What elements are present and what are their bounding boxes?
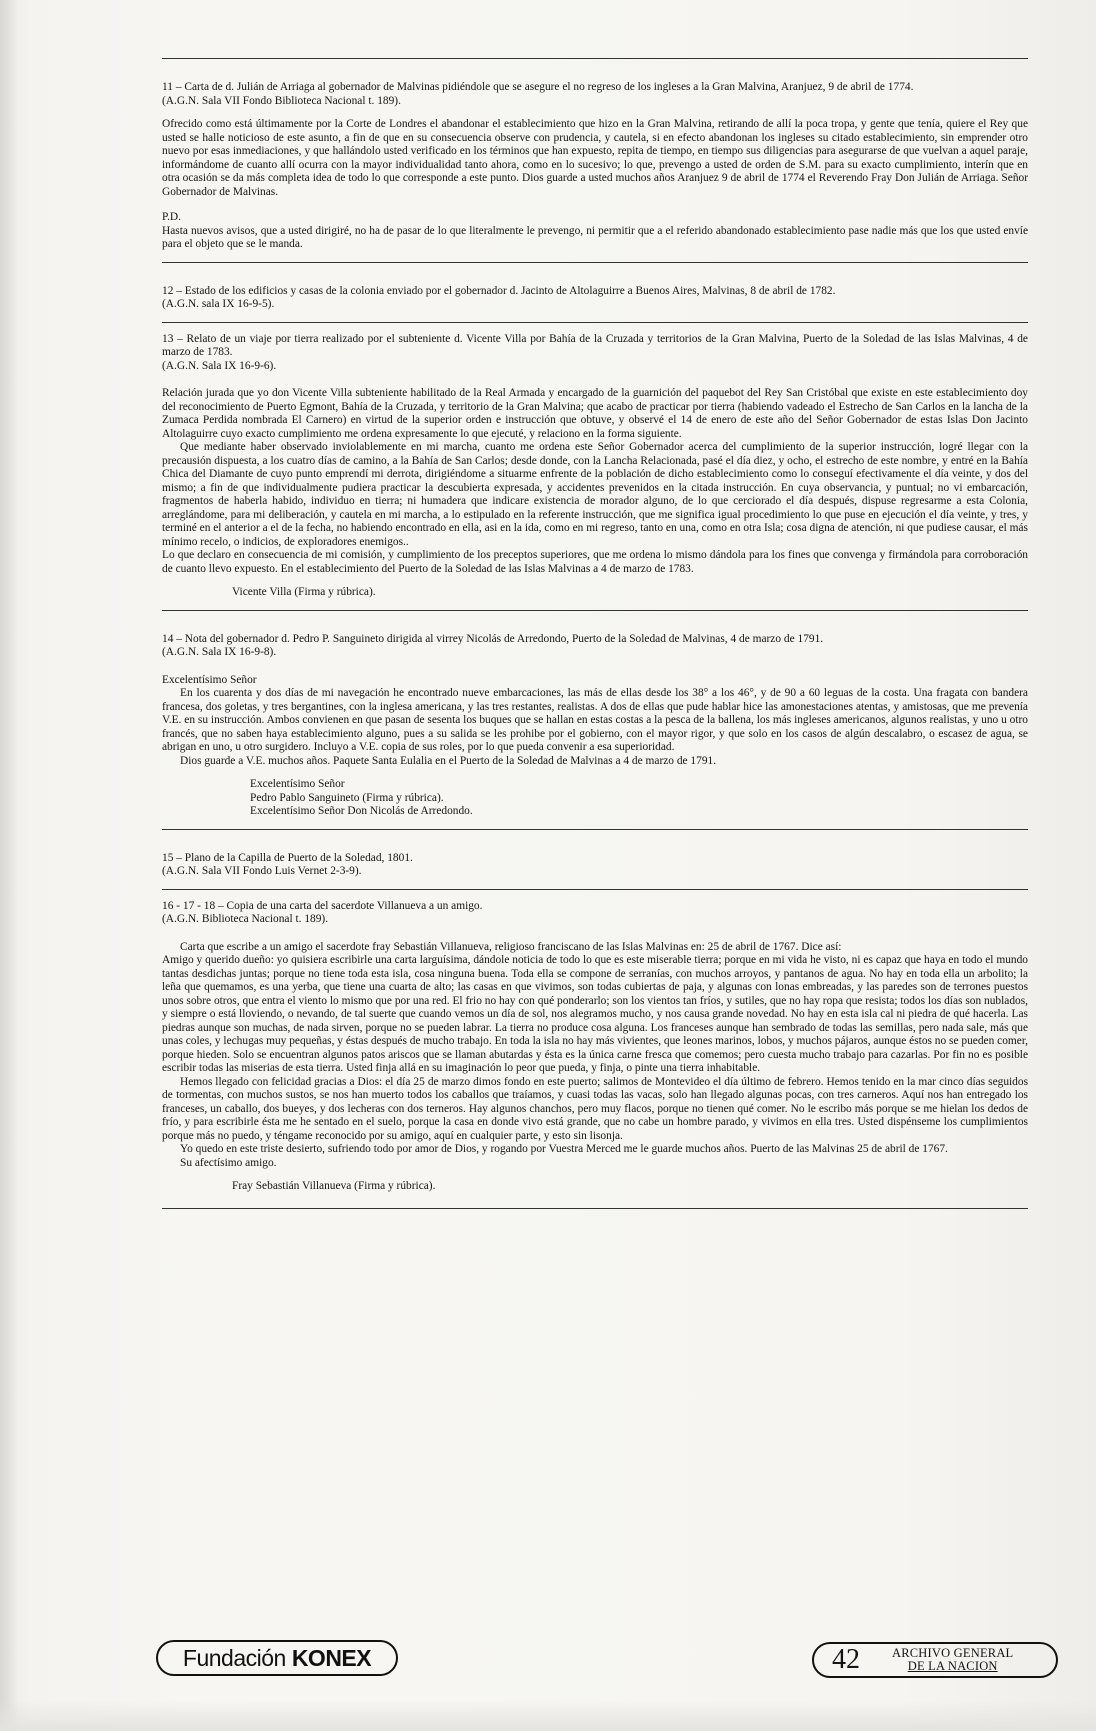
scan-bottom-edge: [0, 1700, 1096, 1731]
entry-15-title: 15 – Plano de la Capilla de Puerto de la Soledad, 1801.: [162, 851, 413, 864]
archivo-general-badge: [812, 1642, 1058, 1678]
entry-13: [162, 333, 1028, 600]
entry-14-reference: (A.G.N. Sala IX 16-9-8).: [162, 646, 277, 658]
entry-11: [162, 81, 1028, 252]
entry-16-title: 16 - 17 - 18 – Copia de una carta del sacerdote Villanueva a un amigo.: [162, 899, 483, 912]
entry-14-closing-3: Excelentísimo Señor Don Nicolás de Arredondo.: [250, 805, 473, 817]
entry-13-signature: Vicente Villa (Firma y rúbrica).: [232, 586, 376, 598]
konex-logo-word-2: KONEX: [291, 1644, 372, 1671]
entry-11-reference: (A.G.N. Sala VII Fondo Biblioteca Nacional t. 189).: [162, 94, 401, 107]
entry-16-body-3: Hemos llegado con felicidad gracias a Dios: el día 25 de marzo dimos fondo en este puerto; salimos de Montevideo el día último de febrero. Hemos tenido en la mar cinco días seguidos de tormentas, con muchos sustos, se nos han muerto todos los caballos que traíamos, y cuasi todas las vacas, solo han llegado algunas pocas, con tres carneros. Aquí nos han entregado los franceses, un caballo, dos bueyes, y dos lecheras con dos terneros. Hay algunos chanchos, pero muy flacos, porque no tienen qué comer. No le escribo más porque se me hielan los dedos de frío, y para escribirle ésta me he sentado en el suelo, porque la casa en donde vivo está grande, que no cabe un hombre parado, y vivimos en ella tres. Usted dispénseme los cumplimientos porque más no puedo, y téngame reconocido por su amigo, aquí en cualquier parte, y esto sin lisonja.: [162, 1075, 1028, 1142]
entry-12-reference: (A.G.N. sala IX 16-9-5).: [162, 298, 275, 310]
entry-12-title: 12 – Estado de los edificios y casas de la colonia enviado por el gobernador d. Jacinto de Altolaguirre a Buenos Aires, Malvinas, 8 de abril de 1782.: [162, 284, 836, 297]
scan-edge-shadow: [0, 0, 18, 1731]
entry-16-reference: (A.G.N. Biblioteca Nacional t. 189).: [162, 913, 329, 925]
entry-13-body-1: Relación jurada que yo don Vicente Villa subteniente habilitado de la Real Armada y encargado de la guarnición del paquebot del Rey San Cristóbal que existe en este establecimiento doy del reconocimiento de Puerto Egmont, Bahía de la Cruzada, y territorio de la Gran Malvina; que acabo de practicar por tierra (habiendo vadeado el Estrecho de San Carlos en la lancha de la Zumaca Perdida nombrada El Carnero) en virtud de la superior orden e instrucción que obtuve, y observé el 14 de enero de este año del Señor Gobernador de estas Islas Don Jacinto Altolaguirre cuyo exacto cumplimiento me ordena expresamente lo que ejecuté, y relaciono en la forma siguiente.: [162, 387, 1028, 440]
entry-16-signature: Fray Sebastián Villanueva (Firma y rúbrica).: [232, 1180, 436, 1192]
fundacion-konex-logo: [156, 1640, 398, 1676]
archive-name: [892, 1647, 1013, 1673]
archive-name-line-1: ARCHIVO GENERAL: [892, 1646, 1014, 1660]
entry-14-closing: [162, 778, 1028, 819]
entry-16-17-18: [162, 900, 1028, 1194]
entry-13-title: 13 – Relato de un viaje por tierra realizado por el subteniente d. Vicente Villa por Bahía de la Cruzada y territorios de la Gran Malvina, Puerto de la Soledad de las Islas Malvinas, 4 de marzo de 1783.: [162, 332, 1028, 358]
entry-15: [162, 852, 1028, 879]
entry-12: [162, 285, 1028, 312]
document-content: [162, 58, 1028, 1209]
entry-13-body-3: Lo que declaro en consecuencia de mi comisión, y cumplimiento de los preceptos superiores, que me ordena lo mismo dándola para los fines que convenga y firmándola para corroboración de cuanto llevo expuesto. En el establecimiento del Puerto de la Soledad de las Islas Malvinas a 4 de marzo de 1783.: [162, 549, 1028, 575]
entry-16-body-5: Su afectísimo amigo.: [180, 1156, 277, 1169]
entry-14-body-2: Dios guarde a V.E. muchos años. Paquete Santa Eulalia en el Puerto de la Soledad de Malvinas a 4 de marzo de 1791.: [180, 754, 717, 767]
entry-13-reference: (A.G.N. Sala IX 16-9-6).: [162, 359, 277, 372]
konex-logo-word-1: Fundación: [182, 1644, 286, 1671]
entry-15-reference: (A.G.N. Sala VII Fondo Luis Vernet 2-3-9).: [162, 865, 362, 877]
entry-11-body: Ofrecido como está últimamente por la Corte de Londres el abandonar el establecimiento que hizo en la Gran Malvina, retirando de allí la poca tropa, y gente que tenía, quiere el Rey que usted se halle noticioso de este asunto, a fin de que en su consecuencia observe con prudencia, y cautela, si en efecto abandonan los ingleses su citado establecimiento, sin emprender otro nuevo por esas inmediaciones, y que hallándolo usted verificado en los términos que han expuesto, repita de tiempo, en tiempo sus diligencias para asegurarse de que vuelvan a aquel paraje, informándome de cuanto allí ocurra con la mayor individualidad tanto ahora, como en lo sucesivo; lo que, prevengo a usted de orden de S.M. para su exacto cumplimiento, interín que en otra ocasión se da más completa idea de todo lo que corresponde a este punto. Dios guarde a usted muchos años Aranjuez 9 de abril de 1774 el Reverendo Fray Don Julián de Arriaga. Señor Gobernador de Malvinas.: [162, 118, 1028, 198]
entry-14-body-1: En los cuarenta y dos días de mi navegación he encontrado nueve embarcaciones, las más de ellas desde los 38° a los 46°, y de 90 a 60 leguas de la costa. Una fragata con bandera francesa, dos goletas, y tres bergantines, con la inglesa americana, y las tres restantes, realistas. A dos de ellas que pude hablar hice las amonestaciones atentas, y amistosas, que me prevenía V.E. en su instrucción. Ambos convienen en que pasan de sesenta los buques que se hallan en estas costas a la pesca de la ballena, los más ingleses americanos, algunos realistas, y uno u otro francés, que no saben haya establecimiento alguno, pues a su salida se les prohibe por el gobierno, con el mayor rigor, y que solo en los casos de algún descalabro, o escasez de agua, se abrigan en uno, u otro surgidero. Incluyo a V.E. copia de sus roles, por lo que pueda convenir a esa superioridad.: [162, 687, 1028, 753]
entry-14-salutation: Excelentísimo Señor: [162, 673, 257, 686]
entry-14-closing-2: Pedro Pablo Sanguineto (Firma y rúbrica).: [250, 791, 444, 804]
entry-14-title: 14 – Nota del gobernador d. Pedro P. Sanguineto dirigida al virrey Nicolás de Arredondo, Puerto de la Soledad de Malvinas, 4 de marzo de 1791.: [162, 632, 824, 645]
entry-16-body-4: Yo quedo en este triste desierto, sufriendo todo por amor de Dios, y rogando por Vuestra Merced me le guarde muchos años. Puerto de las Malvinas 25 de abril de 1767.: [180, 1143, 948, 1155]
entry-11-title: 11 – Carta de d. Julián de Arriaga al gobernador de Malvinas pidiéndole que se asegure el no regreso de los ingleses a la Gran Malvina, Aranjuez, 9 de abril de 1774.: [162, 81, 914, 93]
entry-14: [162, 633, 1028, 819]
entry-14-closing-1: Excelentísimo Señor: [250, 778, 345, 790]
bottom-rule: [162, 1208, 1028, 1209]
entry-13-body-2: Que mediante haber observado inviolablemente en mi marcha, cuanto me ordena este Señor Gobernador acerca del cumplimiento de la superior instrucción, logré llegar con la precausión dispuesta, a los cuatro días de camino, a la Bahía de San Carlos; desde donde, con la Lancha Relacionada, pasé el día diez, y ocho, el estrecho de este nombre, y entré en la Bahía Chica del Diamante de cuyo punto emprendí mi derrota, dirigiéndome a situarme enfrente de la población de dicho establecimiento como lo conseguí efectivamente el día veinte, y dos del mismo; a fin de que individualmente pudiera practicar la descubierta expresada, y accidentes prevenidos en la citada instrucción. En cuya observancia, y puntual; no vi embarcación, fragmentos de haberla habido, individuo en tierra; ni humadera que indicare existencia de morador alguno, de lo que cerciorado el día después, dispuse regresarme a esta Colonia, arreglándome, para mi deliberación, y cautela en mi marcha, a lo estipulado en la referente instrucción, que me significa igual procedimiento lo que puse en ejecución el día veinte, y tres, y terminé en el anterior a el de la fecha, no habiendo encontrado en ella, asi en la ida, como en mi regreso, tanto en una, como en otra Isla; cosa digna de atención, ni que pudiese causar, el más mínimo recelo, o indicios, de exploradores enemigos..: [162, 441, 1028, 548]
entry-11-pd-label: P.D.: [162, 211, 181, 223]
entry-16-body-1: Carta que escribe a un amigo el sacerdote fray Sebastián Villanueva, religioso franciscano de las Islas Malvinas en: 25 de abril de 1767. Dice así:: [180, 940, 842, 953]
entry-16-body-2: Amigo y querido dueño: yo quisiera escribirle una carta larguísima, dándole noticia de todo lo que es este miserable tierra; porque en mi vida he visto, ni es capaz que haya en todo el mundo tantas desdichas juntas; porque no tiene toda esta isla, cosa ninguna buena. Toda ella se compone de serranías, con muchos arroyos, y pantanos de agua. No hay en toda ella un arbolito; la leña que quemamos, es una yerba, que tiene una cuarta de alto; las casas en que vivimos, son todas cubiertas de paja, y algunas con lonas embreadas, y las paredes son de terrones puestos unos sobre otros, que entra el viento lo mismo que por una red. El frio no hay con qué ponderarlo; son los vientos tan fríos, y sutiles, que no hay ropa que resista; todos los días son nublados, y siempre o está lloviendo, o nevando, de tal suerte que cuando vemos un día de sol, nos alegramos mucho, y nos causa grande novedad. No hay en esta isla cal ni piedra de qué hacerla. Las piedras aunque son muchas, de nada sirven, porque no se pueden labrar. La tierra no produce cosa alguna. Los franceses aunque han sembrado de todas las semillas, pero nada sale, más que unas coles, y lechugas muy pequeñas, y éstas después de mucho trabajo. En toda la isla no hay más vivientes, que leones marinos, lobos, y muchos pájaros, aunque éstos no se pueden comer, porque hieden. Solo se encuentran algunos patos ariscos que se llaman abutardas y ésta es la única carne fresca que comemos; pero cuesta mucho trabajo para cazarlas. Por fin no es posible escribir todas las miserias de esta tierra. Usted finja allá en su imaginación lo peor que pueda, y finja, o pinte una tierra inhabitable.: [162, 954, 1028, 1074]
entry-11-pd-text: Hasta nuevos avisos, que a usted dirigiré, no ha de pasar de lo que literalmente le prevengo, ni permitir que a el referido abandonado establecimiento pase nadie más que los que usted envíe para el objeto que se le manda.: [162, 224, 1028, 250]
top-rule: [162, 58, 1028, 59]
archive-name-line-2: DE LA NACION: [907, 1659, 998, 1673]
page-number: 42: [832, 1644, 860, 1675]
